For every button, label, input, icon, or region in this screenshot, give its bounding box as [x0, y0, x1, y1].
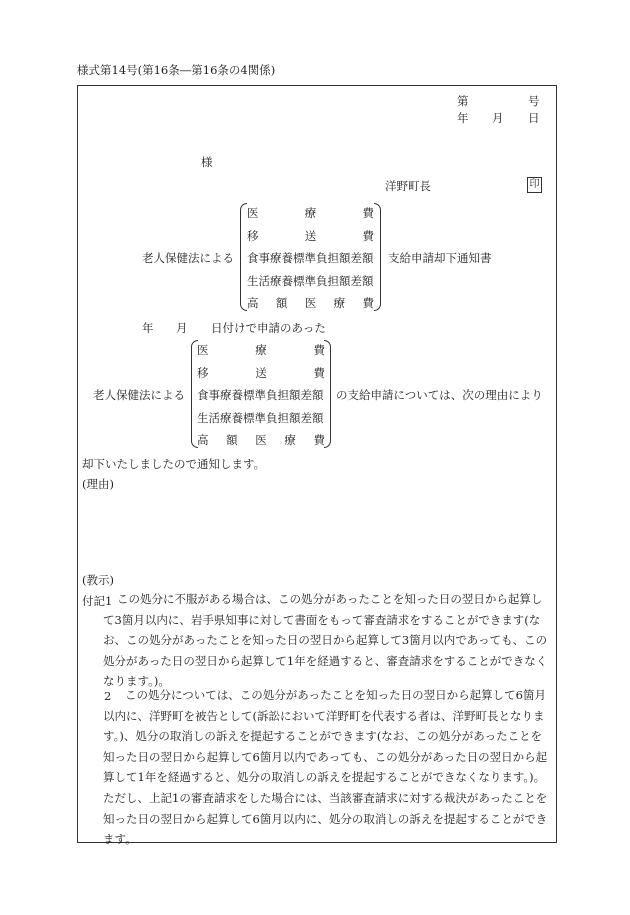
body-item-char: 療: [255, 343, 267, 357]
instruction-label: (教示): [82, 573, 114, 587]
title-item-char: 移: [247, 228, 259, 243]
title-brace-right: [374, 203, 381, 311]
date-tsuki: 月: [492, 111, 504, 125]
title-item-char: 医: [247, 206, 259, 220]
body-item-char: 費: [313, 433, 325, 447]
body-item: [197, 410, 325, 426]
note1-body: この処分に不服がある場合は、この処分があったことを知った日の翌日から起算して3箇月以内に、岩手県知事に対して書面をもって審査請求をすることができます(なお、この処分があったことを知った日の翌日から起算して3箇月以内であっても、この処分があった日の翌日から起算して1年を経過すると、審査請求をすることができなくなります。)。: [103, 592, 548, 689]
title-item-char: 生活療養標準負担額差額: [247, 273, 374, 288]
note1-text: [103, 589, 551, 692]
title-item: [247, 295, 374, 311]
note1-label: 付記1: [82, 594, 113, 608]
body-prefix: 老人保健法による: [93, 388, 185, 402]
body-item-char: 費: [313, 343, 325, 357]
app-tsuki: 月: [176, 321, 188, 335]
title-item: [247, 228, 374, 244]
title-item: [247, 250, 374, 266]
title-brace-left: [240, 203, 247, 311]
notice-line: 却下いたしましたので通知します。: [82, 457, 266, 471]
body-item: [197, 365, 325, 381]
body-suffix: の支給申請については、次の理由により: [336, 388, 543, 402]
title-prefix: 老人保健法による: [142, 251, 234, 265]
note2-label: 2: [104, 689, 112, 703]
addressee-sama: 様: [201, 155, 213, 169]
body-item-char: 医: [197, 343, 209, 357]
form-title: 様式第14号(第16条―第16条の4関係): [77, 63, 276, 77]
body-item-char: 生活療養標準負担額差額: [197, 410, 324, 425]
body-item-char: 高: [197, 433, 209, 447]
number-dai: 第: [457, 94, 469, 108]
issuer: 洋野町長: [385, 179, 431, 193]
date-hi: 日: [528, 111, 540, 125]
app-text: 日付けで申請のあった: [211, 321, 326, 335]
title-item-char: 額: [275, 296, 288, 310]
body-item: [197, 342, 325, 358]
title-item-char: 費: [362, 296, 374, 310]
title-item-char: 医: [304, 296, 317, 310]
body-item-char: 送: [255, 365, 267, 380]
note2-body: この処分については、この処分があったことを知った日の翌日から起算して6箇月以内に、洋野町を被告として(訴訟において洋野町を代表する者は、洋野町長となります。)、処分の取消しの訴えを提起することができます(なお、この処分があったことを知った日の翌日から起算して6箇月以内であっても、この処分があった日の翌日から起算して1年を経過すると、処分の取消しの訴えを提起することができなくなります。)。ただし、上記1の審査請求をした場合には、当該審査請求に対する裁決があったことを知った日の翌日から起算して6箇月以内に、処分の取消しの訴えを提起することができます。: [103, 688, 548, 847]
reason-label: (理由): [82, 477, 114, 491]
body-item-char: 移: [197, 365, 209, 380]
note2-text: [103, 685, 551, 850]
title-item-char: 費: [362, 206, 374, 220]
title-item-char: 送: [304, 228, 317, 243]
body-item-char: 医: [255, 433, 267, 447]
title-item: [247, 273, 374, 289]
body-item-char: 療: [284, 433, 296, 447]
date-nen: 年: [457, 111, 469, 125]
title-suffix: 支給申請却下通知書: [388, 251, 492, 265]
body-item: [197, 387, 325, 403]
body-brace-right: [324, 340, 331, 448]
title-item-char: 高: [247, 296, 259, 310]
number-go: 号: [528, 94, 540, 108]
body-item-char: 費: [313, 365, 325, 380]
body-item-char: 食事療養標準負担額差額: [197, 388, 324, 402]
body-item: [197, 432, 325, 448]
title-item-char: 療: [304, 206, 317, 220]
title-item-char: 食事療養標準負担額差額: [247, 251, 374, 265]
seal-mark: 印: [527, 177, 542, 193]
title-item: [247, 205, 374, 221]
body-item-char: 額: [226, 433, 238, 447]
title-item-char: 費: [362, 228, 374, 243]
title-item-char: 療: [333, 296, 346, 310]
app-nen: 年: [142, 321, 154, 335]
